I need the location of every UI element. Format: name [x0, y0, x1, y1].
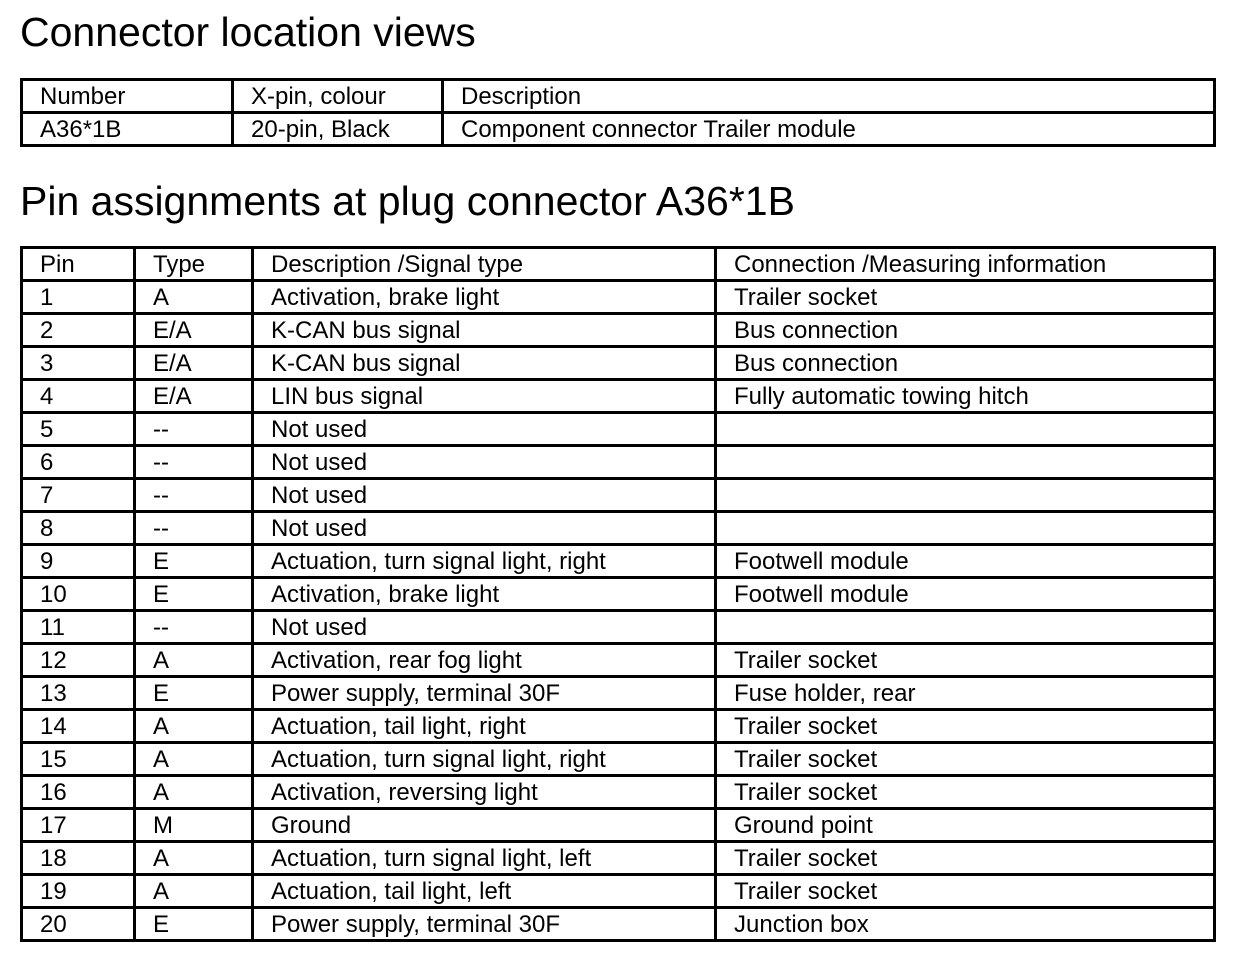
table-row — [22, 908, 1215, 941]
cell-type: E — [135, 908, 253, 941]
header-signal-description: Description /Signal type — [253, 248, 716, 281]
cell-connection-info: Fully automatic towing hitch — [716, 380, 1215, 413]
cell-type: -- — [135, 413, 253, 446]
cell-type: A — [135, 644, 253, 677]
cell-signal-description: LIN bus signal — [253, 380, 716, 413]
table-row — [22, 644, 1215, 677]
cell-connection-info — [716, 512, 1215, 545]
cell-pin: 8 — [22, 512, 135, 545]
cell-pin: 19 — [22, 875, 135, 908]
cell-signal-description: Actuation, tail light, right — [253, 710, 716, 743]
cell-type: E — [135, 545, 253, 578]
table-row — [22, 875, 1215, 908]
cell-connection-info: Trailer socket — [716, 842, 1215, 875]
cell-type: A — [135, 281, 253, 314]
table-row — [22, 113, 1215, 146]
cell-xpin-colour: 20-pin, Black — [233, 113, 443, 146]
cell-pin: 18 — [22, 842, 135, 875]
header-number: Number — [22, 80, 233, 113]
connector-table — [20, 78, 1216, 147]
cell-pin: 11 — [22, 611, 135, 644]
cell-connection-info: Junction box — [716, 908, 1215, 941]
cell-type: -- — [135, 512, 253, 545]
cell-signal-description: Not used — [253, 512, 716, 545]
cell-type: A — [135, 710, 253, 743]
connector-views-title: Connector location views — [20, 9, 476, 55]
cell-type: E/A — [135, 380, 253, 413]
table-row — [22, 479, 1215, 512]
header-connection-info: Connection /Measuring information — [716, 248, 1215, 281]
cell-number: A36*1B — [22, 113, 233, 146]
table-row — [22, 743, 1215, 776]
table-row — [22, 347, 1215, 380]
cell-signal-description: Ground — [253, 809, 716, 842]
cell-signal-description: Activation, brake light — [253, 281, 716, 314]
cell-type: A — [135, 842, 253, 875]
cell-connection-info: Ground point — [716, 809, 1215, 842]
cell-connection-info: Trailer socket — [716, 281, 1215, 314]
cell-pin: 13 — [22, 677, 135, 710]
header-row — [22, 80, 1215, 113]
cell-signal-description: Not used — [253, 611, 716, 644]
cell-type: -- — [135, 446, 253, 479]
cell-signal-description: Actuation, turn signal light, right — [253, 743, 716, 776]
cell-connection-info — [716, 446, 1215, 479]
cell-pin: 20 — [22, 908, 135, 941]
cell-signal-description: Power supply, terminal 30F — [253, 677, 716, 710]
cell-signal-description: Activation, brake light — [253, 578, 716, 611]
header-row — [22, 248, 1215, 281]
table-row — [22, 413, 1215, 446]
cell-connection-info — [716, 611, 1215, 644]
cell-type: E/A — [135, 314, 253, 347]
cell-connection-info: Trailer socket — [716, 644, 1215, 677]
cell-pin: 5 — [22, 413, 135, 446]
table-row — [22, 545, 1215, 578]
table-row — [22, 611, 1215, 644]
header-xpin-colour: X-pin, colour — [233, 80, 443, 113]
cell-connection-info: Bus connection — [716, 347, 1215, 380]
cell-pin: 16 — [22, 776, 135, 809]
cell-pin: 4 — [22, 380, 135, 413]
cell-pin: 14 — [22, 710, 135, 743]
pin-assignment-table — [20, 246, 1216, 942]
table-row — [22, 281, 1215, 314]
cell-description: Component connector Trailer module — [443, 113, 1215, 146]
cell-signal-description: Actuation, tail light, left — [253, 875, 716, 908]
table-row — [22, 809, 1215, 842]
cell-signal-description: Not used — [253, 413, 716, 446]
header-pin: Pin — [22, 248, 135, 281]
cell-type: E/A — [135, 347, 253, 380]
cell-type: -- — [135, 479, 253, 512]
table-row — [22, 776, 1215, 809]
cell-signal-description: K-CAN bus signal — [253, 347, 716, 380]
cell-connection-info: Footwell module — [716, 578, 1215, 611]
cell-type: A — [135, 743, 253, 776]
cell-type: E — [135, 677, 253, 710]
cell-connection-info: Footwell module — [716, 545, 1215, 578]
cell-pin: 10 — [22, 578, 135, 611]
cell-signal-description: Not used — [253, 479, 716, 512]
cell-pin: 1 — [22, 281, 135, 314]
cell-connection-info: Trailer socket — [716, 743, 1215, 776]
cell-pin: 3 — [22, 347, 135, 380]
cell-pin: 9 — [22, 545, 135, 578]
table-row — [22, 710, 1215, 743]
cell-signal-description: Activation, rear fog light — [253, 644, 716, 677]
cell-signal-description: Not used — [253, 446, 716, 479]
cell-pin: 17 — [22, 809, 135, 842]
table-row — [22, 578, 1215, 611]
cell-pin: 12 — [22, 644, 135, 677]
cell-type: -- — [135, 611, 253, 644]
cell-connection-info — [716, 413, 1215, 446]
cell-type: A — [135, 776, 253, 809]
cell-connection-info: Fuse holder, rear — [716, 677, 1215, 710]
cell-type: M — [135, 809, 253, 842]
header-description: Description — [443, 80, 1215, 113]
cell-pin: 6 — [22, 446, 135, 479]
table-row — [22, 446, 1215, 479]
cell-signal-description: K-CAN bus signal — [253, 314, 716, 347]
cell-pin: 2 — [22, 314, 135, 347]
table-row — [22, 314, 1215, 347]
cell-pin: 15 — [22, 743, 135, 776]
cell-signal-description: Power supply, terminal 30F — [253, 908, 716, 941]
cell-connection-info: Trailer socket — [716, 776, 1215, 809]
table-row — [22, 677, 1215, 710]
cell-pin: 7 — [22, 479, 135, 512]
cell-connection-info: Trailer socket — [716, 710, 1215, 743]
cell-connection-info: Bus connection — [716, 314, 1215, 347]
pin-assignments-title: Pin assignments at plug connector A36*1B — [20, 178, 795, 224]
table-row — [22, 380, 1215, 413]
cell-connection-info — [716, 479, 1215, 512]
header-type: Type — [135, 248, 253, 281]
cell-signal-description: Actuation, turn signal light, right — [253, 545, 716, 578]
table-row — [22, 512, 1215, 545]
table-row — [22, 842, 1215, 875]
cell-signal-description: Activation, reversing light — [253, 776, 716, 809]
cell-connection-info: Trailer socket — [716, 875, 1215, 908]
cell-signal-description: Actuation, turn signal light, left — [253, 842, 716, 875]
cell-type: A — [135, 875, 253, 908]
cell-type: E — [135, 578, 253, 611]
